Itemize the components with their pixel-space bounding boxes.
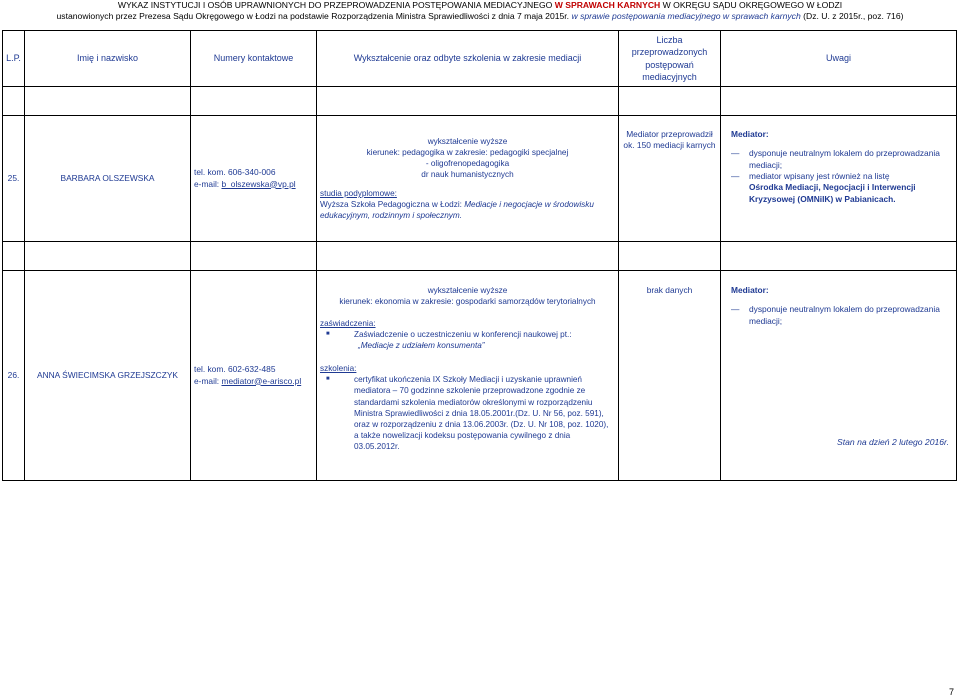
table-row bbox=[3, 116, 957, 242]
email-label: e-mail: bbox=[194, 375, 222, 386]
document-title-line1 bbox=[0, 0, 960, 12]
row-notes bbox=[721, 116, 957, 242]
row-name: ANNA ŚWIECIMSKA GRZEJSZCZYK bbox=[25, 271, 191, 481]
spacer-row bbox=[3, 242, 957, 271]
col-header-count: Liczba przeprowadzonych postępowań mediacyjnych bbox=[619, 31, 721, 87]
notes-title: Mediator: bbox=[731, 129, 769, 139]
notes-item: — dysponuje neutralnym lokalem do przeprowadzania mediacji; bbox=[731, 304, 940, 326]
col-header-name: Imię i nazwisko bbox=[25, 31, 191, 87]
edu-specialization: - oligofrenopedagogika bbox=[425, 158, 510, 168]
notes-item: — dysponuje neutralnym lokalem do przeprowadzania mediacji; bbox=[731, 148, 940, 170]
training-label: szkolenia: bbox=[320, 364, 357, 374]
row-count bbox=[619, 116, 721, 242]
cert-item: ■ Zaświadczenie o uczestniczeniu w konferencji naukowej pt.: „Mediacje z udziałem konsumenta” bbox=[326, 330, 572, 351]
row-lp: 25. bbox=[3, 116, 25, 242]
table-row bbox=[3, 271, 957, 481]
count-text: brak danych bbox=[646, 285, 693, 295]
postgrad-label: studia podyplomowe: bbox=[320, 189, 397, 199]
count-text: Mediator przeprowadził bbox=[626, 129, 713, 139]
phone-number: tel. kom. 606-340-006 bbox=[194, 167, 276, 178]
row-lp: 26. bbox=[3, 271, 25, 481]
journal-reference: (Dz. U. z 2015r., poz. 716) bbox=[803, 11, 904, 21]
row-count bbox=[619, 271, 721, 481]
status-date: Stan na dzień 2 lutego 2016r. bbox=[837, 437, 949, 447]
email-label: e-mail: bbox=[194, 178, 222, 189]
edu-degree: wykształcenie wyższe bbox=[427, 286, 508, 295]
col-header-education: Wykształcenie oraz odbyte szkolenia w zakresie mediacji bbox=[317, 31, 619, 87]
table-header-row bbox=[3, 31, 957, 87]
title-text: WYKAZ INSTYTUCJI I OSÓB UPRAWNIONYCH DO PRZEPROWADZENIA POSTĘPOWANIA MEDIACYJNEGO bbox=[117, 0, 553, 10]
col-header-contact: Numery kontaktowe bbox=[191, 31, 317, 87]
edu-field: kierunek: pedagogika w zakresie: pedagogiki specjalnej bbox=[366, 147, 569, 157]
edu-degree: wykształcenie wyższe bbox=[427, 136, 508, 146]
title-highlight: W SPRAWACH KARNYCH bbox=[554, 0, 661, 10]
page-number: 7 bbox=[949, 687, 955, 697]
square-bullet-icon: ■ bbox=[326, 376, 330, 383]
row-contact bbox=[191, 271, 317, 481]
row-contact bbox=[191, 116, 317, 242]
edu-field: kierunek: ekonomia w zakresie: gospodarki samorządów terytorialnych bbox=[339, 297, 596, 307]
square-bullet-icon: ■ bbox=[326, 331, 330, 338]
email-link[interactable]: mediator@e-arisco.pl bbox=[221, 375, 302, 386]
legal-basis-text: ustanowionych przez Prezesa Sądu Okręgowego w Łodzi na podstawie Rozporządzenia Ministra Sprawiedliwości z dnia 7 maja 2015r. bbox=[56, 11, 570, 21]
document-title-line2 bbox=[0, 11, 960, 23]
row-education bbox=[317, 271, 619, 481]
email-link[interactable]: b_olszewska@vp.pl bbox=[221, 178, 296, 189]
notes-item: — mediator wpisany jest również na listę bbox=[731, 171, 890, 182]
title-text-end: W OKRĘGU SĄDU OKRĘGOWEGO W ŁODZI bbox=[662, 0, 843, 10]
mediators-table bbox=[2, 30, 957, 481]
cert-label: zaświadczenia: bbox=[320, 319, 376, 329]
notes-item-bold: Ośrodka Mediacji, Negocjacji i Interwencji Kryzysowej (OMNiIK) w Pabianicach. bbox=[749, 182, 916, 204]
regulation-title: w sprawie postępowania mediacyjnego w sprawach karnych bbox=[571, 11, 801, 21]
count-value: ok. 150 mediacji karnych bbox=[623, 140, 716, 151]
notes-title: Mediator: bbox=[731, 285, 769, 295]
col-header-notes: Uwagi bbox=[721, 31, 957, 87]
spacer-row bbox=[3, 87, 957, 116]
row-education bbox=[317, 116, 619, 242]
postgrad-text: Wyższa Szkoła Pedagogiczna w Łodzi: Mediacje i negocjacje w środowisku edukacyjnym, rodzinnym i społecznym. bbox=[320, 200, 594, 221]
phone-number: tel. kom. 602-632-485 bbox=[194, 364, 276, 375]
edu-doctorate: dr nauk humanistycznych bbox=[421, 169, 514, 179]
row-name: BARBARA OLSZEWSKA bbox=[25, 116, 191, 242]
training-item: ■ certyfikat ukończenia IX Szkoły Mediacji i uzyskanie uprawnień mediatora – 70 godzinne szkolenie przeprowadzone zgodnie ze standardami szkolenia mediatorów określonymi w rozporządzeniu Ministra Sprawiedliwości z dnia 18.05.2001r.(Dz. U. Nr 56, poz. 591), oraz w rozporządzeniu z dnia 13.06.2003r. (Dz. U. Nr 108, poz. 1020), a także nowelizacji kodeksu postępowania cywilnego z dnia 03.05.2012r. bbox=[326, 375, 609, 451]
row-notes bbox=[721, 271, 957, 481]
col-header-lp: L.P. bbox=[3, 31, 25, 87]
